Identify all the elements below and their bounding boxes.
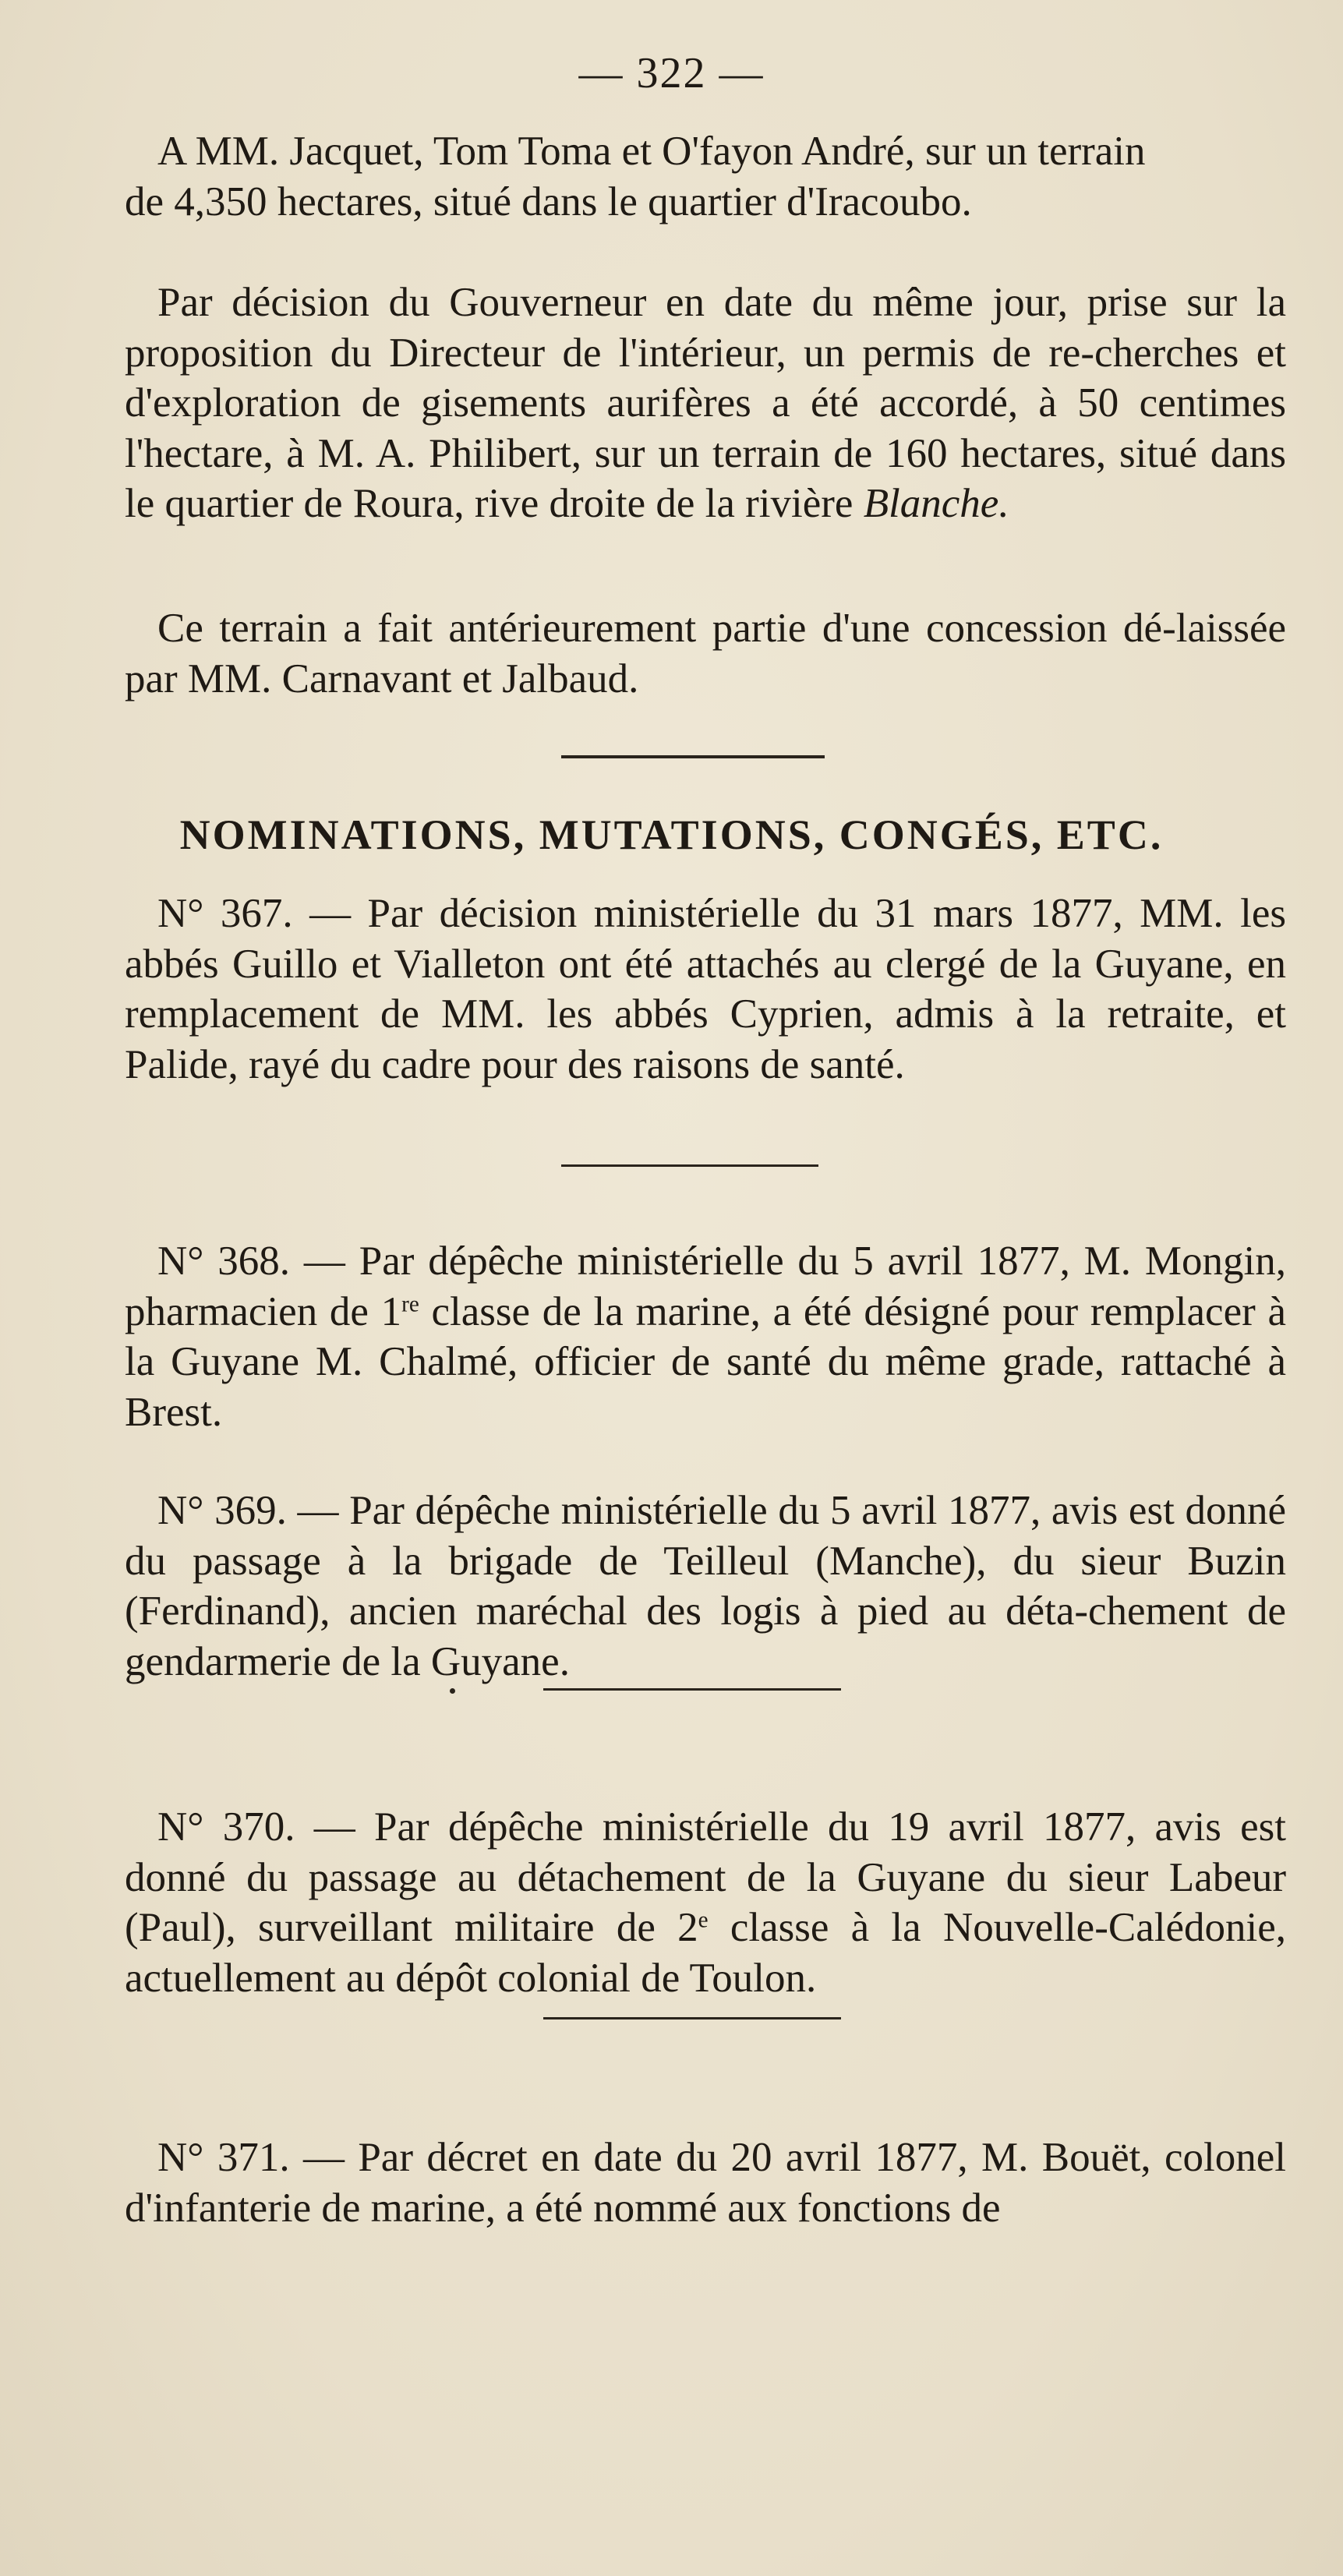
entry-368 bbox=[125, 1236, 1286, 1437]
page-number: — 322 — bbox=[578, 49, 765, 97]
section-heading: NOMINATIONS, MUTATIONS, CONGÉS, ETC. bbox=[179, 811, 1164, 858]
entry-367 bbox=[125, 889, 1286, 1090]
entry-text: N° 370. — Par dépêche ministérielle du 19 avril 1877, avis est donné du passage au détachement de la Guyane du sieur Labeur (Paul), surveillant militaire de 2 bbox=[125, 1804, 1286, 1950]
entry-370 bbox=[125, 1802, 1286, 2003]
entry-371 bbox=[125, 2133, 1286, 2233]
ink-dot bbox=[450, 1688, 455, 1694]
paragraph-previous-concession bbox=[125, 603, 1286, 704]
entry-text: classe de la marine, a été désigné pour remplacer à la Guyane M. Chalmé, officier de santé du même grade, rattaché à Brest. bbox=[125, 1288, 1286, 1435]
entry-text: classe à la Nouvelle-Calédonie, actuellement au dépôt colonial de Toulon. bbox=[125, 1905, 1286, 2001]
superscript: e bbox=[698, 1907, 709, 1933]
paragraph-philibert-permit bbox=[125, 277, 1286, 529]
entry-text: N° 367. — Par décision ministérielle du 31 mars 1877, MM. les abbés Guillo et Vialleton ont été attachés au clergé de la Guyane, en remplacement de MM. les abbés Cyprien, admis à la retraite, et Palide, rayé du cadre pour des raisons de santé. bbox=[125, 891, 1286, 1087]
section-divider bbox=[561, 755, 825, 758]
paragraph-concession-iracoubo bbox=[125, 126, 1286, 227]
entry-text: N° 371. — Par décret en date du 20 avril 1877, M. Bouët, colonel d'infanterie de marine, a été nommé aux fonctions de bbox=[125, 2135, 1286, 2231]
paragraph-line: de 4,350 hectares, situé dans le quartier d'Iracoubo. bbox=[125, 178, 972, 224]
entry-divider bbox=[543, 2017, 841, 2019]
entry-divider bbox=[543, 1688, 841, 1691]
paragraph-text: Par décision du Gouverneur en date du même jour, prise sur la proposition du Directeur de l'intérieur, un permis de re-cherches et d'exploration de gisements aurifères a été accordé, à 50 centimes l'hectare, à M. A. Philibert, sur un terrain de 160 hectares, situé dans le quartier de Roura, rive droite de la rivière bbox=[125, 280, 1286, 526]
paragraph-line: A MM. Jacquet, Tom Toma et O'fayon André, sur un terrain bbox=[157, 129, 1146, 174]
superscript: re bbox=[401, 1292, 419, 1317]
river-name: Blanche. bbox=[863, 481, 1009, 526]
entry-text: N° 368. — Par dépêche ministérielle du 5 avril 1877, M. Mongin, pharmacien de 1 bbox=[125, 1239, 1286, 1334]
paragraph-text: Ce terrain a fait antérieurement partie d'une concession dé-laissée par MM. Carnavant et Jalbaud. bbox=[125, 606, 1286, 701]
entry-369 bbox=[125, 1486, 1286, 1687]
entry-text: N° 369. — Par dépêche ministérielle du 5 avril 1877, avis est donné du passage à la brigade de Teilleul (Manche), du sieur Buzin (Ferdinand), ancien maréchal des logis à pied au déta-chement de gendarmerie de la Guyane. bbox=[125, 1488, 1286, 1684]
entry-divider bbox=[561, 1164, 818, 1167]
